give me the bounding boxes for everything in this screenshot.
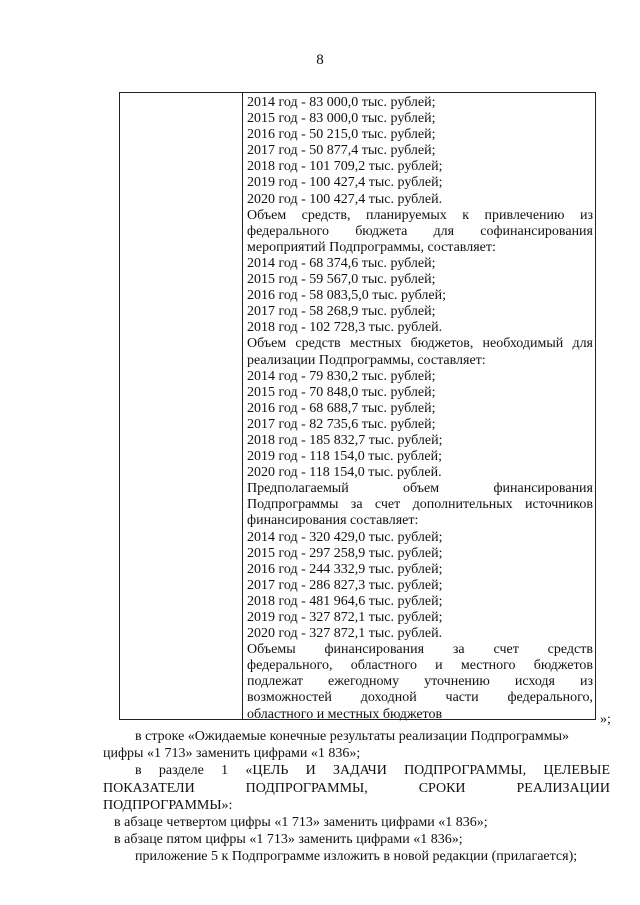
cell-line: 2019 год - 118 154,0 тыс. рублей; xyxy=(247,449,442,465)
amendment-text xyxy=(103,728,610,866)
cell-line: 2016 год - 244 332,9 тыс. рублей; xyxy=(247,561,443,577)
cell-line: 2020 год - 100 427,4 тыс. рублей. xyxy=(247,191,443,207)
cell-line: Объемы финансирования за счет средств xyxy=(247,642,593,658)
cell-line: 2014 год - 79 830,2 тыс. рублей; xyxy=(247,368,436,384)
cell-line: 2016 год - 58 083,5,0 тыс. рублей; xyxy=(247,288,447,304)
cell-line: 2016 год - 50 215,0 тыс. рублей; xyxy=(247,127,436,143)
cell-line: 2017 год - 58 268,9 тыс. рублей; xyxy=(247,304,436,320)
cell-line: Объем средств, планируемых к привлечению из xyxy=(247,207,593,223)
cell-line: 2014 год - 83 000,0 тыс. рублей; xyxy=(247,95,436,110)
financing-table xyxy=(119,92,596,720)
cell-line: реализации Подпрограммы, составляет: xyxy=(247,352,486,368)
cell-line: подлежат ежегодному уточнению исходя из xyxy=(247,674,593,690)
cell-line: Подпрограммы за счет дополнительных источников xyxy=(247,497,593,513)
cell-line: 2015 год - 70 848,0 тыс. рублей; xyxy=(247,384,436,400)
closing-quote: »; xyxy=(600,712,611,727)
body-line: в абзаце пятом цифры «1 713» заменить цифрами «1 836»; xyxy=(114,832,463,848)
cell-line: 2019 год - 100 427,4 тыс. рублей; xyxy=(247,175,443,191)
body-line: ПОДПРОГРАММЫ»: xyxy=(103,797,233,813)
financing-cell xyxy=(247,95,593,723)
cell-line: 2019 год - 327 872,1 тыс. рублей; xyxy=(247,610,443,625)
cell-line: Предполагаемый объем финансирования xyxy=(247,481,593,497)
cell-line: Объем средств местных бюджетов, необходимый для xyxy=(247,336,593,352)
cell-line: 2016 год - 68 688,7 тыс. рублей; xyxy=(247,400,436,416)
body-line: в абзаце четвертом цифры «1 713» заменить цифрами «1 836»; xyxy=(114,814,488,830)
cell-line: мероприятий Подпрограммы, составляет: xyxy=(247,239,496,255)
cell-line: 2018 год - 481 964,6 тыс. рублей; xyxy=(247,593,443,609)
cell-line: 2017 год - 50 877,4 тыс. рублей; xyxy=(247,143,436,159)
body-line: цифры «1 713» заменить цифрами «1 836»; xyxy=(103,746,361,762)
body-line: в строке «Ожидаемые конечные результаты реализации Подпрограммы» xyxy=(135,729,570,744)
cell-line: 2015 год - 297 258,9 тыс. рублей; xyxy=(247,545,443,561)
body-line: ПОКАЗАТЕЛИ ПОДПРОГРАММЫ, СРОКИ РЕАЛИЗАЦИИ xyxy=(103,780,610,796)
cell-line: федерального бюджета для софинансирования xyxy=(247,223,593,239)
cell-line: финансирования составляет: xyxy=(247,513,419,529)
cell-line: федерального, областного и местного бюджетов xyxy=(247,658,593,674)
table-column-divider xyxy=(242,93,243,719)
cell-line: областного и местных бюджетов xyxy=(247,706,443,722)
cell-line: 2018 год - 102 728,3 тыс. рублей. xyxy=(247,320,443,336)
body-line: в разделе 1 «ЦЕЛЬ И ЗАДАЧИ ПОДПРОГРАММЫ, ЦЕЛЕВЫЕ xyxy=(135,763,610,779)
cell-line: 2020 год - 327 872,1 тыс. рублей. xyxy=(247,626,443,642)
cell-line: 2014 год - 68 374,6 тыс. рублей; xyxy=(247,255,436,271)
cell-line: возможностей доходной части федерального, xyxy=(247,690,593,706)
page-number: 8 xyxy=(316,52,324,68)
cell-line: 2014 год - 320 429,0 тыс. рублей; xyxy=(247,529,443,545)
cell-line: 2017 год - 286 827,3 тыс. рублей; xyxy=(247,577,443,593)
cell-line: 2017 год - 82 735,6 тыс. рублей; xyxy=(247,416,436,432)
cell-line: 2015 год - 83 000,0 тыс. рублей; xyxy=(247,111,436,127)
cell-line: 2015 год - 59 567,0 тыс. рублей; xyxy=(247,272,436,288)
cell-line: 2018 год - 101 709,2 тыс. рублей; xyxy=(247,159,443,175)
cell-line: 2018 год - 185 832,7 тыс. рублей; xyxy=(247,432,443,448)
cell-line: 2020 год - 118 154,0 тыс. рублей. xyxy=(247,465,442,481)
body-line: приложение 5 к Подпрограмме изложить в новой редакции (прилагается); xyxy=(135,849,578,865)
